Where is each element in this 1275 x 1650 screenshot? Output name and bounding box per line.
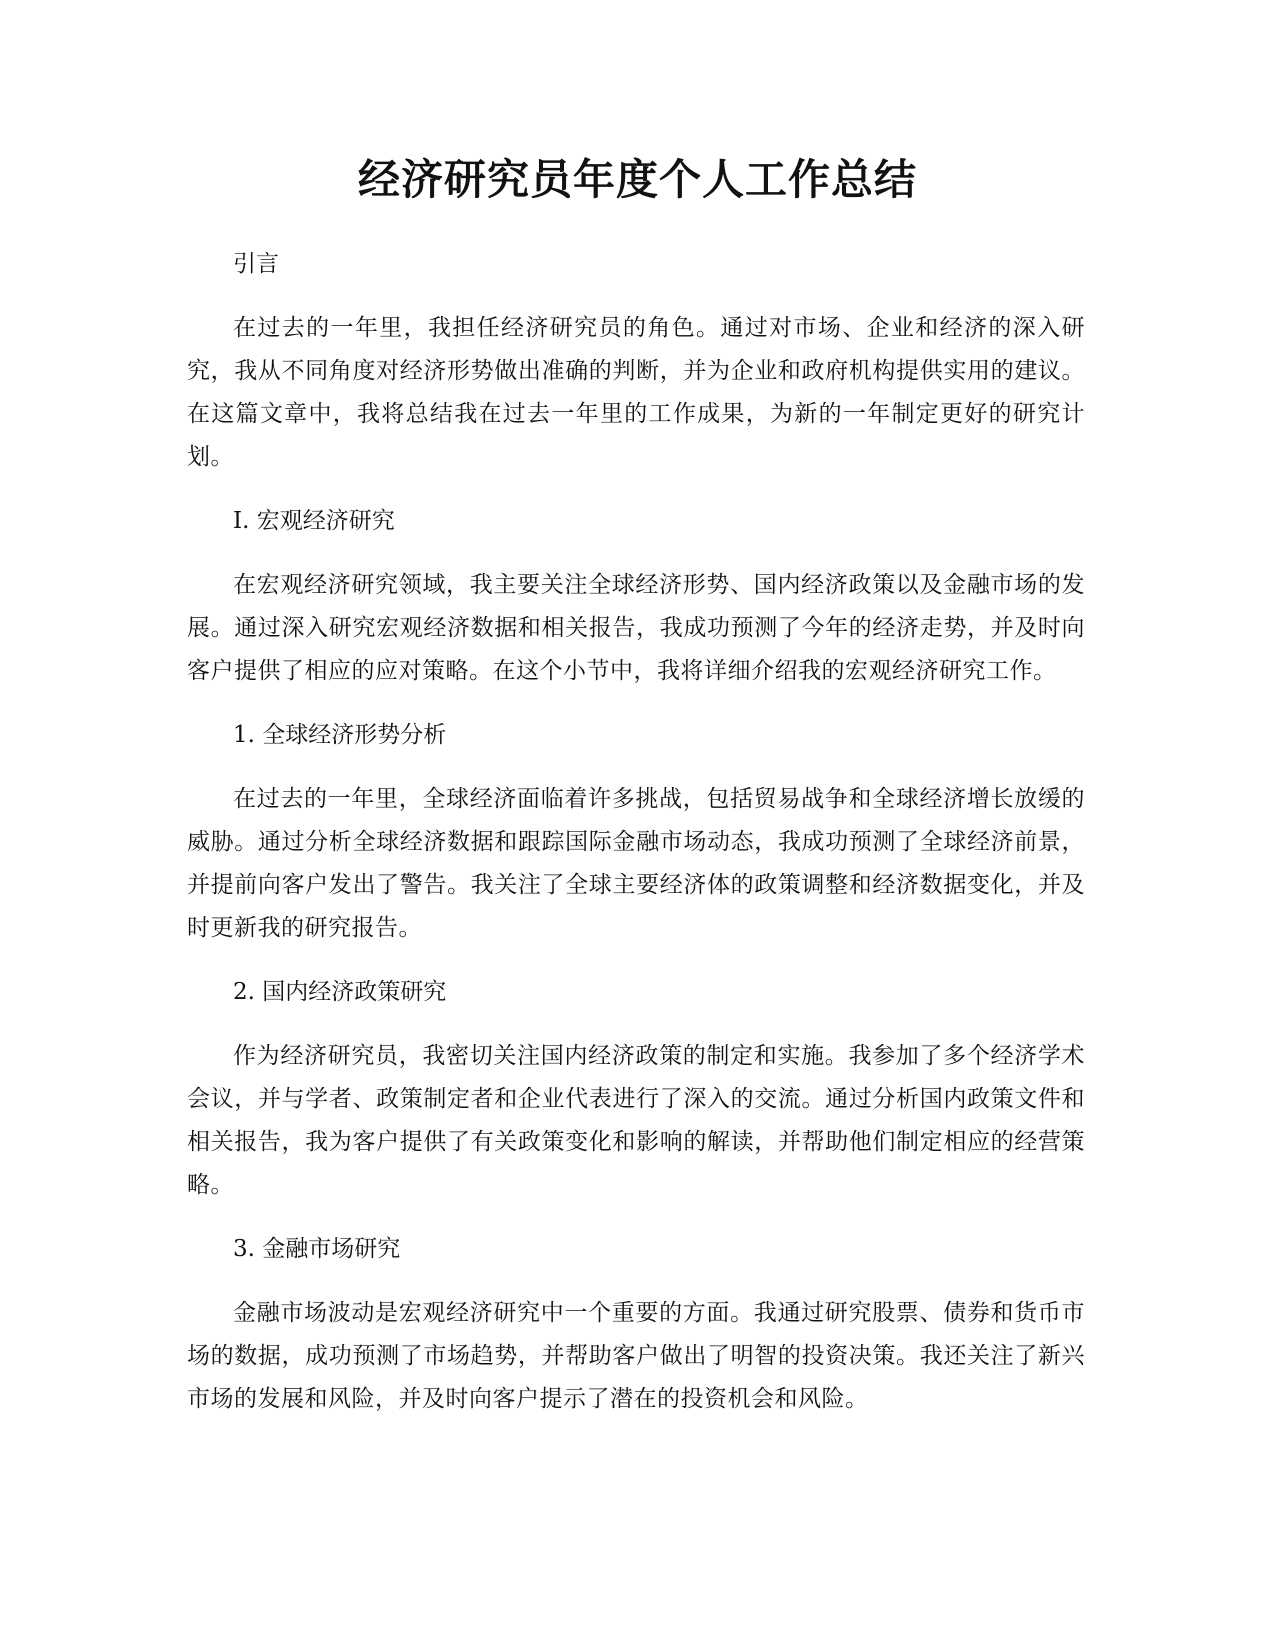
- section-heading-intro: 引言: [233, 251, 279, 277]
- subsection-heading-financial: 3. 金融市场研究: [233, 1236, 401, 1262]
- spacer: [187, 1271, 1085, 1292]
- section-heading-macro: I. 宏观经济研究: [233, 508, 395, 534]
- paragraph-financial: 金融市场波动是宏观经济研究中一个重要的方面。我通过研究股票、债券和货币市场的数据，成功预测了市场趋势，并帮助客户做出了明智的投资决策。我还关注了新兴市场的发展和风险，并及时向客户提示了潜在的投资机会和风险。: [187, 1300, 1085, 1412]
- paragraph-intro: 在过去的一年里，我担任经济研究员的角色。通过对市场、企业和经济的深入研究，我从不同角度对经济形势做出准确的判断，并为企业和政府机构提供实用的建议。在这篇文章中，我将总结我在过去一年里的工作成果，为新的一年制定更好的研究计划。: [187, 315, 1085, 470]
- spacer: [187, 1207, 1085, 1228]
- paragraph-global: 在过去的一年里，全球经济面临着许多挑战，包括贸易战争和全球经济增长放缓的威胁。通过分析全球经济数据和跟踪国际金融市场动态，我成功预测了全球经济前景，并提前向客户发出了警告。我关注了全球主要经济体的政策调整和经济数据变化，并及时更新我的研究报告。: [187, 786, 1085, 941]
- spacer: [187, 950, 1085, 971]
- spacer: [187, 757, 1085, 778]
- subsection-heading-domestic: 2. 国内经济政策研究: [233, 979, 447, 1005]
- spacer: [187, 543, 1085, 564]
- spacer: [187, 1014, 1085, 1035]
- document-body: [187, 243, 1085, 1421]
- spacer: [187, 479, 1085, 500]
- spacer: [187, 693, 1085, 714]
- paragraph-macro: 在宏观经济研究领域，我主要关注全球经济形势、国内经济政策以及金融市场的发展。通过深入研究宏观经济数据和相关报告，我成功预测了今年的经济走势，并及时向客户提供了相应的应对策略。在这个小节中，我将详细介绍我的宏观经济研究工作。: [187, 572, 1085, 684]
- subsection-heading-global: 1. 全球经济形势分析: [233, 722, 447, 748]
- paragraph-domestic: 作为经济研究员，我密切关注国内经济政策的制定和实施。我参加了多个经济学术会议，并与学者、政策制定者和企业代表进行了深入的交流。通过分析国内政策文件和相关报告，我为客户提供了有关政策变化和影响的解读，并帮助他们制定相应的经营策略。: [187, 1043, 1085, 1198]
- document-title: 经济研究员年度个人工作总结: [357, 155, 917, 204]
- spacer: [187, 286, 1085, 307]
